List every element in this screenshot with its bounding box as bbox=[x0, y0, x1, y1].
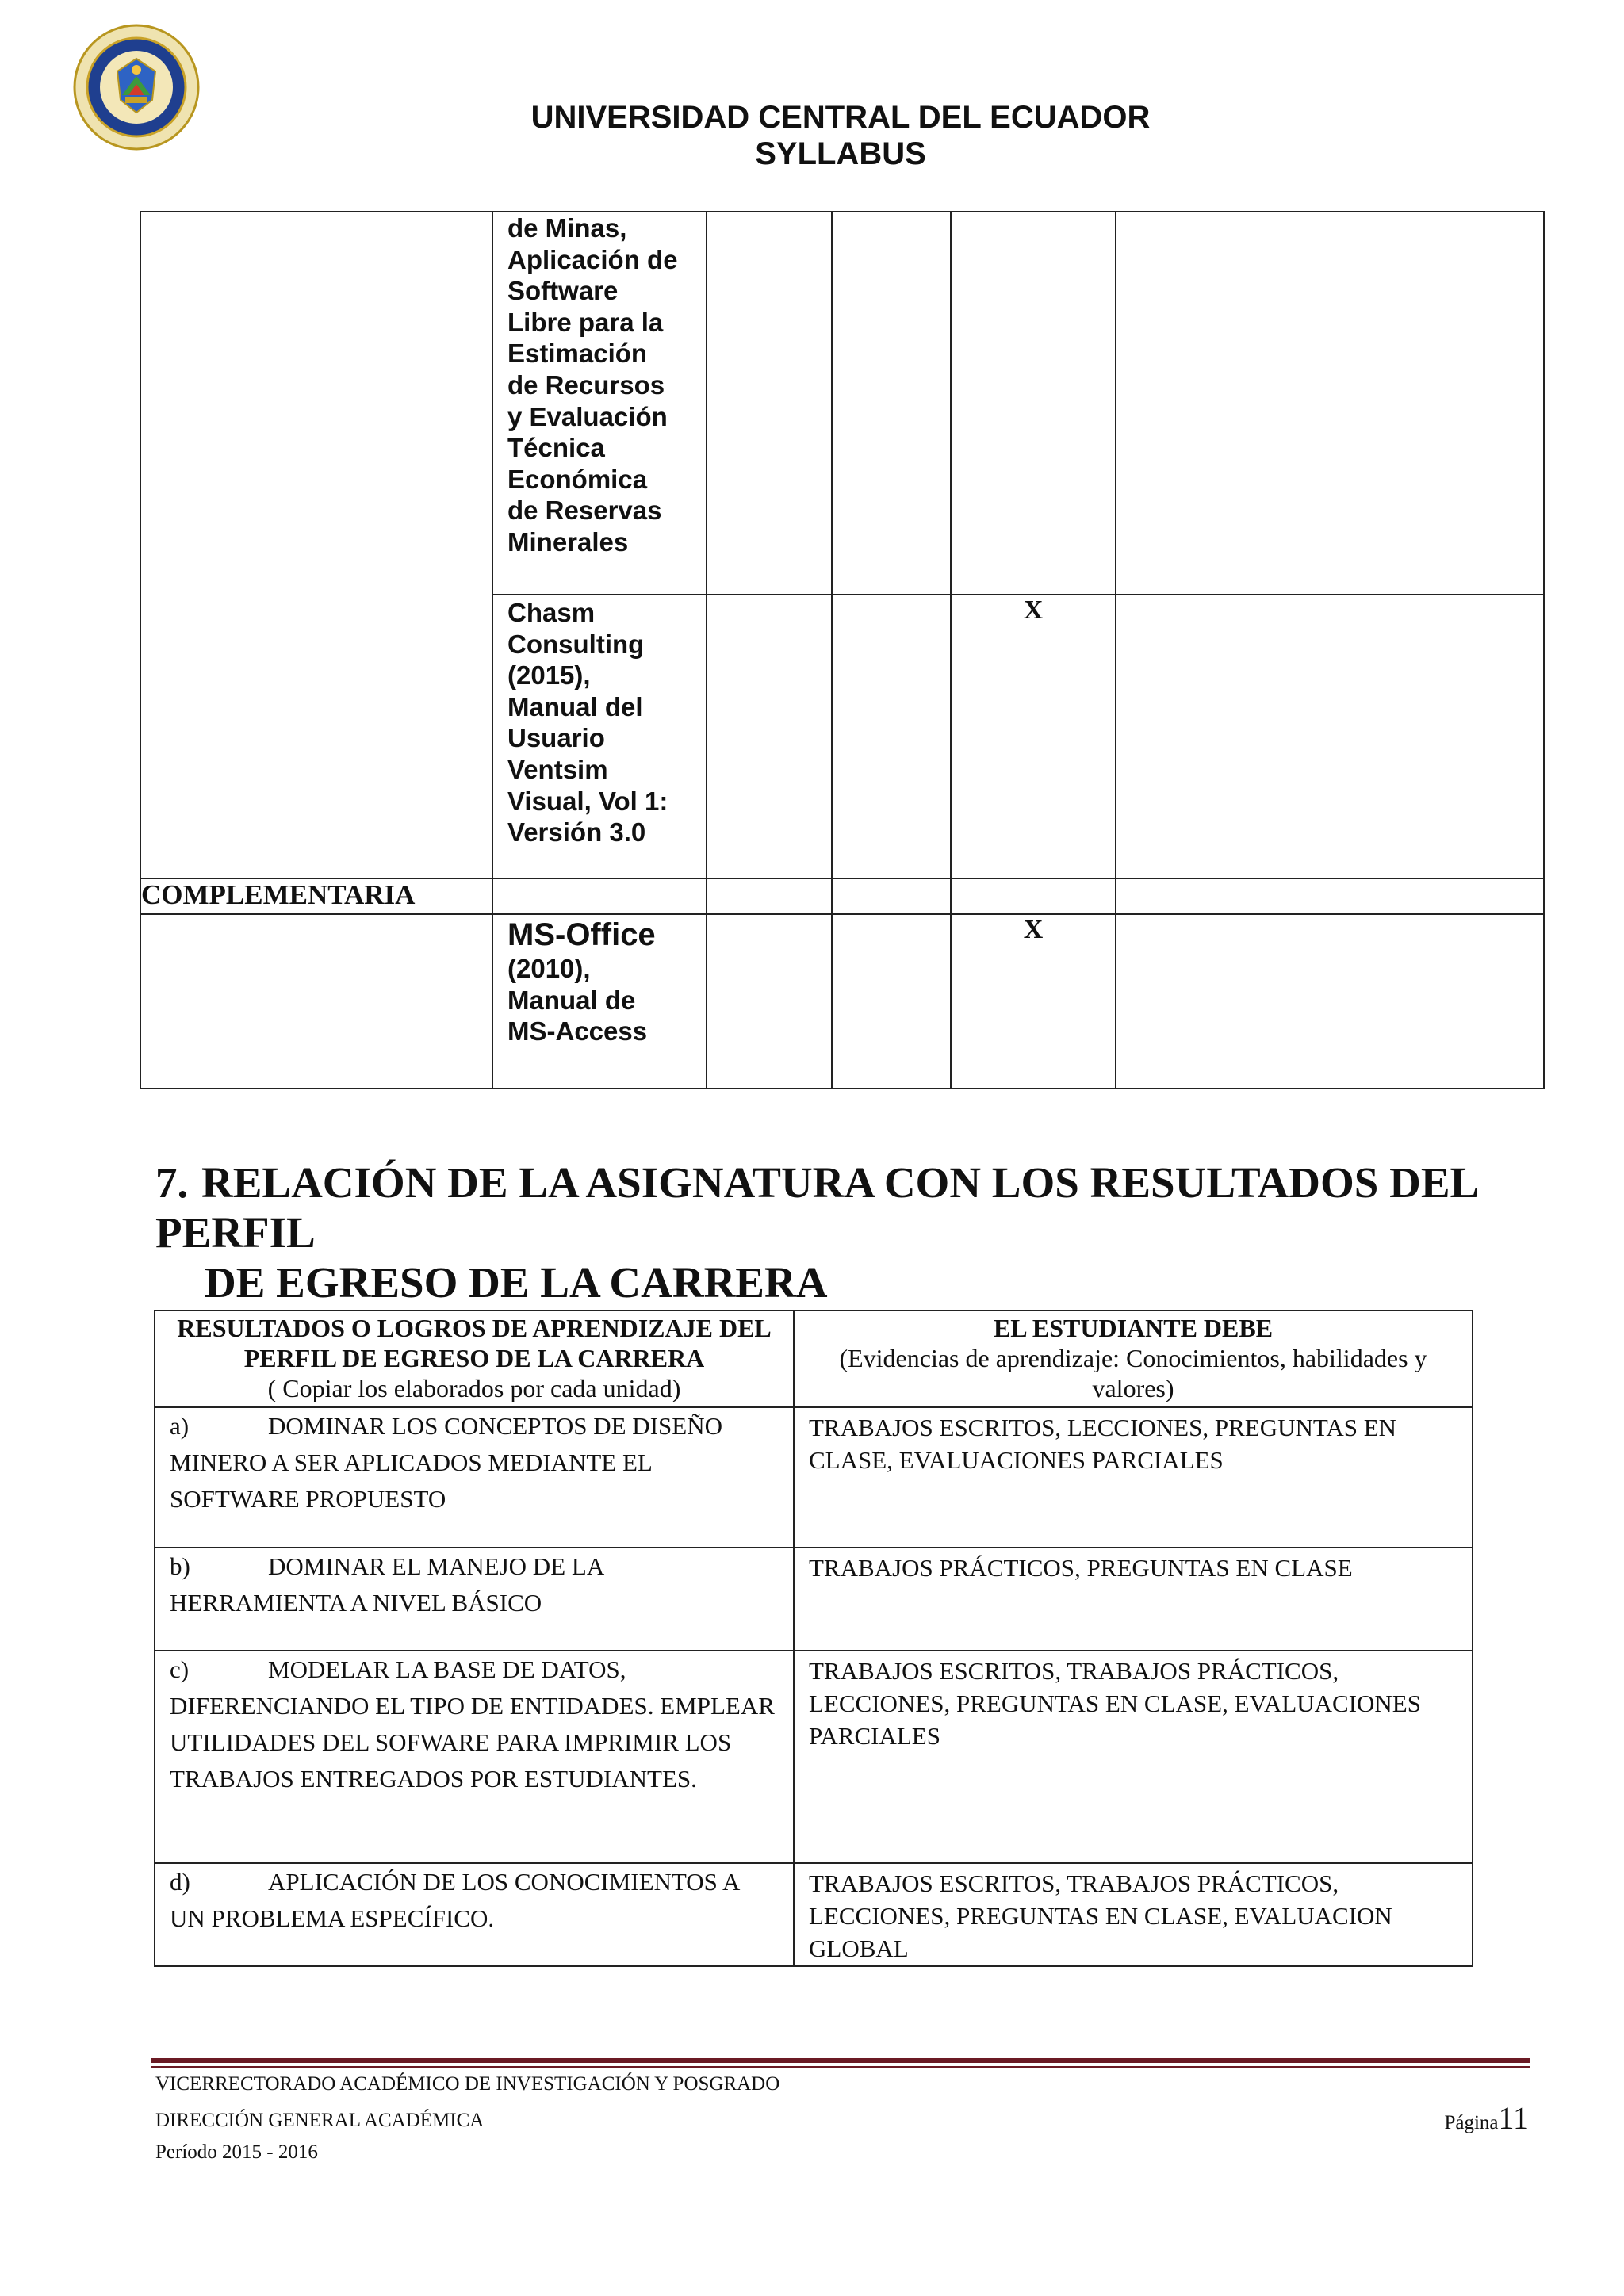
mark-cell bbox=[707, 878, 832, 914]
mark-cell bbox=[707, 595, 832, 878]
table-row bbox=[155, 1651, 1473, 1863]
result-cell bbox=[155, 1548, 794, 1651]
footer-rule-thin bbox=[151, 2066, 1530, 2068]
document-type: SYLLABUS bbox=[755, 136, 926, 171]
footer-direction: DIRECCIÓN GENERAL ACADÉMICA bbox=[155, 2110, 485, 2131]
mark-cell bbox=[951, 878, 1116, 914]
footer-rule bbox=[151, 2058, 1530, 2063]
table-row bbox=[155, 1548, 1473, 1651]
evidence-cell: TRABAJOS PRÁCTICOS, PREGUNTAS EN CLASE bbox=[794, 1548, 1473, 1651]
mark-cell bbox=[832, 212, 951, 595]
notes-cell bbox=[1116, 212, 1544, 595]
learning-outcomes-table bbox=[154, 1310, 1473, 1967]
result-cell bbox=[155, 1863, 794, 1966]
bibliography-table bbox=[140, 211, 1545, 1089]
table-header-row bbox=[155, 1311, 1473, 1407]
column-header-evidence-note: (Evidencias de aprendizaje: Conocimientos, habilidades y valores) bbox=[839, 1344, 1427, 1402]
table-row bbox=[155, 1407, 1473, 1548]
notes-cell bbox=[1116, 914, 1544, 1089]
footer-department: VICERRECTORADO ACADÉMICO DE INVESTIGACIÓN Y POSGRADO bbox=[155, 2073, 780, 2095]
reference-head: MS-Office bbox=[508, 917, 656, 952]
category-cell bbox=[140, 212, 492, 878]
mark-cell bbox=[707, 212, 832, 595]
column-header-results-note: ( Copiar los elaborados por cada unidad) bbox=[267, 1374, 681, 1402]
row-label: c) bbox=[170, 1655, 190, 1683]
table-row bbox=[140, 212, 1544, 595]
page-number-value: 11 bbox=[1498, 2100, 1529, 2136]
category-label: COMPLEMENTARIA bbox=[140, 878, 492, 914]
column-header-results bbox=[155, 1311, 794, 1407]
reference-cell bbox=[492, 212, 707, 595]
reference-text: (2010), Manual de MS-Access bbox=[508, 954, 648, 1047]
evidence-cell: TRABAJOS ESCRITOS, LECCIONES, PREGUNTAS EN CLASE, EVALUACIONES PARCIALES bbox=[794, 1407, 1473, 1548]
university-name: UNIVERSIDAD CENTRAL DEL ECUADOR bbox=[530, 100, 1151, 135]
footer-period: Período 2015 - 2016 bbox=[155, 2141, 318, 2163]
result-text: DOMINAR LOS CONCEPTOS DE DISEÑO MINERO A SER APLICADOS MEDIANTE EL SOFTWARE PROPUESTO bbox=[170, 1412, 722, 1513]
column-header-evidence-title: EL ESTUDIANTE DEBE bbox=[993, 1314, 1274, 1342]
mark-cell bbox=[951, 212, 1116, 595]
result-text: MODELAR LA BASE DE DATOS, DIFERENCIANDO EL TIPO DE ENTIDADES. EMPLEAR UTILIDADES DEL SOFWARE PARA IMPRIMIR LOS TRABAJOS ENTREGADOS POR ESTUDIANTES. bbox=[170, 1655, 775, 1793]
row-label: b) bbox=[170, 1552, 190, 1580]
result-text: DOMINAR EL MANEJO DE LA HERRAMIENTA A NIVEL BÁSICO bbox=[170, 1552, 603, 1617]
table-row bbox=[140, 878, 1544, 914]
page-label: Página bbox=[1444, 2112, 1499, 2133]
evidence-cell: TRABAJOS ESCRITOS, TRABAJOS PRÁCTICOS, LECCIONES, PREGUNTAS EN CLASE, EVALUACION GLOBAL bbox=[794, 1863, 1473, 1966]
reference-cell bbox=[492, 914, 707, 1089]
reference-cell bbox=[492, 878, 707, 914]
section-number: 7. bbox=[155, 1158, 189, 1207]
reference-cell bbox=[492, 595, 707, 878]
table-row bbox=[155, 1863, 1473, 1966]
row-label: a) bbox=[170, 1412, 190, 1440]
mark-cell bbox=[832, 595, 951, 878]
section-title-line1: RELACIÓN DE LA ASIGNATURA CON LOS RESULTADOS DEL PERFIL bbox=[155, 1158, 1477, 1257]
reference-text: de Minas, Aplicación de Software Libre para la Estimación de Recursos y Evaluación Técnica Económica de Reservas Minerales bbox=[508, 213, 678, 557]
mark-cell: X bbox=[951, 595, 1116, 878]
mark-cell bbox=[832, 914, 951, 1089]
evidence-cell: TRABAJOS ESCRITOS, TRABAJOS PRÁCTICOS, LECCIONES, PREGUNTAS EN CLASE, EVALUACIONES PARCIALES bbox=[794, 1651, 1473, 1863]
row-label: d) bbox=[170, 1868, 190, 1896]
notes-cell bbox=[1116, 878, 1544, 914]
notes-cell bbox=[1116, 595, 1544, 878]
section-heading bbox=[155, 1158, 1551, 1307]
result-cell bbox=[155, 1407, 794, 1548]
table-row bbox=[140, 914, 1544, 1089]
result-text: APLICACIÓN DE LOS CONOCIMIENTOS A UN PROBLEMA ESPECÍFICO. bbox=[170, 1868, 739, 1932]
column-header-results-title: RESULTADOS O LOGROS DE APRENDIZAJE DEL PERFIL DE EGRESO DE LA CARRERA bbox=[177, 1314, 772, 1372]
result-cell bbox=[155, 1651, 794, 1863]
mark-cell bbox=[707, 914, 832, 1089]
section-title-line2: DE EGRESO DE LA CARRERA bbox=[205, 1258, 828, 1307]
page-number bbox=[1444, 2099, 1529, 2137]
mark-cell bbox=[832, 878, 951, 914]
column-header-evidence bbox=[794, 1311, 1473, 1407]
reference-text: Chasm Consulting (2015), Manual del Usuario Ventsim Visual, Vol 1: Versión 3.0 bbox=[508, 598, 668, 848]
category-cell bbox=[140, 914, 492, 1089]
mark-cell: X bbox=[951, 914, 1116, 1089]
